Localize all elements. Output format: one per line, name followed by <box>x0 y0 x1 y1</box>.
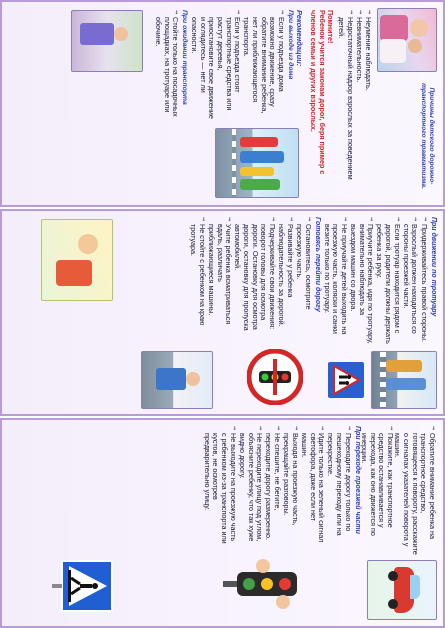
list-item: ⇒ Не переходите улицу под углом, объясните ребенку, что так хуже видно дорогу. <box>237 433 263 544</box>
children-photo <box>377 8 437 72</box>
turning-list <box>393 426 436 556</box>
causes-list <box>336 10 372 198</box>
list-item: ⇒ Недостаточный надзор взрослых за поведением детей. <box>336 17 353 198</box>
wait-subtitle: При ожидании транспорта <box>181 10 189 105</box>
ready-subtitle: Готовясь перейти дорогу <box>314 217 321 312</box>
cartoon-illustration <box>41 219 113 301</box>
list-item: ⇒ Если у подъезда дома возможно движение, сразу обратите внимание ребенка, нет ли приближающегося транспорта. <box>242 17 285 122</box>
panel-sidewalk <box>0 209 445 416</box>
list-item: ⇒ Покажите, как транспортное средство останавливается у перехода, как оно движется по инерции. <box>359 433 394 556</box>
boy-at-crossing-photo <box>141 351 213 409</box>
wait-list <box>153 10 179 122</box>
causes-title: Причины детского дорожно-транспортного травматизма. <box>420 83 435 189</box>
car-cartoon <box>367 560 437 620</box>
list-item: ⇒ Не стойте с ребенком на краю тротуара. <box>189 224 206 341</box>
no-traffic-light-sign-icon <box>247 349 303 405</box>
crossing-subtitle: При переходе проезжей части <box>354 426 361 534</box>
crosswalk-children-photo <box>371 351 437 409</box>
list-item: ⇒ Не приучайте детей выходить на проезжую часть, коляски и санки везите только по тротуару. <box>322 224 348 345</box>
list-item: ⇒ Взрослый должен находиться со стороны проезжей части. <box>401 224 418 345</box>
list-item: ⇒ Приучите ребенка, идя по тротуару, внимательно наблюдать за выездом машин со двора. <box>348 224 374 345</box>
list-item: ⇒ Выходя на проезжую часть, прекращайте разговоры. <box>281 433 298 544</box>
list-item: ⇒ Подчеркивайте свои движения: поворот головы для осмотра дороги. Остановку для осмотра дороги, остановку для пропуска автомобилей. <box>233 224 276 341</box>
panel-crossing <box>0 418 445 628</box>
list-item: ⇒ Если у подъезда стоят транспортные средства или растут деревья, приостановите свое движение и оглядитесь — нет ли опасности. <box>189 17 241 122</box>
list-item: ⇒ Если тротуар находится рядом с дорогой, родители должны держать ребенка за руку. <box>375 224 401 345</box>
list-item: ⇒ Учите ребенка всматриваться вдаль, различать приближающиеся машины. <box>206 224 232 341</box>
list-item: ⇒ Остановитесь, осмотрите проезжую часть. <box>294 224 311 341</box>
ready-list <box>189 217 312 341</box>
crossing-list <box>202 426 351 544</box>
list-item: ⇒ Обратите внимание ребенка на транспортное средство, готовящееся к повороту, расскажите о сигналах указателей поворота у машин. <box>393 433 436 556</box>
family-crossing-photo <box>215 128 299 198</box>
list-item: ⇒ Не выходите на проезжую часть с ребенком из-за транспорта или кустов, не осмотрев предварительно улицу. <box>202 433 237 544</box>
exit-list <box>189 10 285 122</box>
inertia-list <box>359 426 394 556</box>
list-item: ⇒ Переходите дорогу только по пешеходному переходу или на перекрестке. <box>326 433 352 544</box>
list-item: ⇒ Не спешите, не бегите, переходите дорогу размеренно. <box>264 433 281 544</box>
sidewalk-list <box>322 217 428 345</box>
list-item: ⇒ Идите только на зеленый сигнал светофора, даже если нет машин. <box>299 433 325 544</box>
pedestrian-crossing-sign-icon <box>51 560 113 612</box>
children-warning-sign-icon <box>327 361 365 399</box>
recommend-title: Рекомендации: <box>295 10 304 67</box>
sidewalk-subtitle: При движении по тротуару <box>430 217 437 317</box>
list-item: ⇒ Невнимательность. <box>354 17 363 198</box>
street-photo <box>71 10 143 72</box>
remember-label: Помните! <box>326 10 336 44</box>
list-item: ⇒ Стойте только на посадочных площадках, на тротуаре или обочине. <box>153 17 179 122</box>
exit-subtitle: При выходе из дома <box>287 10 295 80</box>
list-item: ⇒ Неумение наблюдать. <box>363 17 372 198</box>
traffic-light-icon <box>219 554 303 614</box>
remember-text: Ребенок учится законам дорог, беря пример с членов семьи и других взрослых. <box>309 10 327 175</box>
panel-causes <box>0 0 445 207</box>
list-item: ⇒ Придерживайтесь правой стороны. <box>419 224 428 345</box>
list-item: ⇒ Развивайте у ребенка наблюдательность за дорогой. <box>277 224 294 341</box>
